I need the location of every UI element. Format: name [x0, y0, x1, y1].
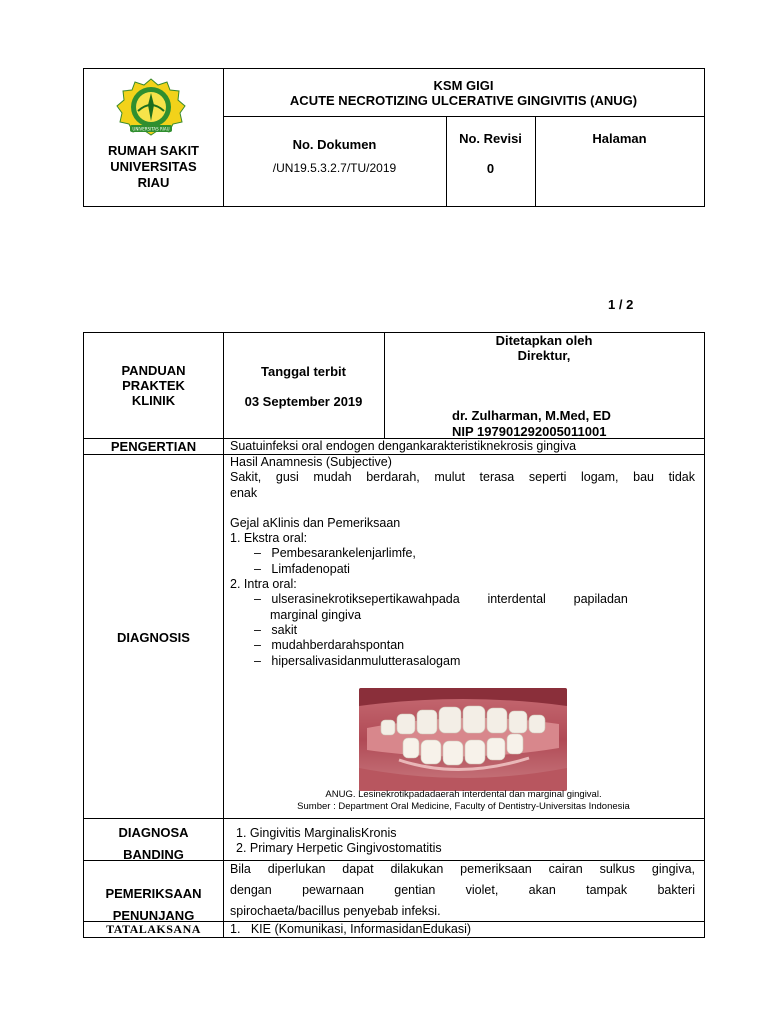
diagnosis-label: DIAGNOSIS	[117, 630, 190, 645]
anamnesis-text: enak	[230, 485, 258, 500]
list-item: 2. Primary Herpetic Gingivostomatitis	[236, 841, 442, 856]
list-item: – ulserasinekrotiksepertikawahpada interdental papiladan	[254, 592, 628, 607]
list-item: 1. Gingivitis MarginalisKronis	[236, 826, 397, 840]
guide-type: PANDUAN PRAKTEK KLINIK	[121, 363, 186, 408]
treatment-item: 1. KIE (Komunikasi, InformasidanEdukasi)	[230, 922, 472, 936]
doc-number-label: No. Dokumen	[292, 137, 377, 152]
list-item: – hipersalivasidanmulutterasalogam	[254, 653, 461, 668]
header-divider	[535, 116, 536, 206]
doc-number-value: /UN19.5.3.2.7/TU/2019	[272, 161, 397, 175]
extra-oral-title: 1. Ekstra oral:	[230, 531, 308, 546]
page-number: 1 / 2	[608, 297, 634, 312]
table-divider	[223, 333, 224, 937]
clinical-guide-table	[83, 332, 705, 938]
list-item: – Limfadenopati	[254, 561, 350, 576]
issue-date: 03 September 2019	[244, 394, 363, 409]
revision-label: No. Revisi	[459, 131, 522, 146]
document-title: ACUTE NECROTIZING ULCERATIVE GINGIVITIS (ANUG)	[289, 93, 638, 108]
issue-date-label: Tanggal terbit	[261, 364, 346, 379]
page-label: Halaman	[592, 131, 647, 146]
list-item: – mudahberdarahspontan	[254, 638, 405, 653]
supporting-exam-text: Bila diperlukan dapat dilakukan pemeriksaan cairan sulkus gingiva, dengan pewarnaan gentian violet, akan tampak bakteri spirochaeta/bacillus penyebab infeksi.	[230, 862, 695, 918]
intra-oral-title: 2. Intra oral:	[230, 577, 297, 592]
approved-by: Ditetapkan oleh Direktur,	[495, 333, 593, 363]
differential-label: DIAGNOSA BANDING	[118, 825, 189, 862]
diagnosis-content: Hasil Anamnesis (Subjective) Sakit, gusi mudah berdarah, mulut terasa seperti logam, bau tidak enak Gejal aKlinis dan Pemeriksaan 1. Ekstra oral: – Pembesarankelenjarlimfe, – Limfadenopati 2. Intra oral: – ulserasinekrotiksepertikawahpada interdental papiladan marginal gingiva – sakit – mudahberdarahspontan – hipersalivasidanmulutterasalogam	[230, 455, 695, 668]
table-divider	[84, 818, 704, 819]
photo-caption: ANUG. Lesinekrotikpadadaerah interdental dan marginal gingival.	[325, 789, 602, 800]
definition-label: PENGERTIAN	[110, 439, 197, 454]
header-divider	[223, 116, 704, 117]
definition-text: Suatuinfeksi oral endogen dengankarakteristiknekrosis gingiva	[230, 439, 577, 453]
director-nip: NIP 197901292005011001	[452, 424, 607, 439]
clinical-title: Gejal aKlinis dan Pemeriksaan	[230, 515, 401, 530]
differential-list	[236, 826, 442, 857]
photo-source: Sumber : Department Oral Medicine, Faculty of Dentistry-Universitas Indonesia	[297, 801, 630, 812]
list-item: – sakit	[254, 622, 298, 637]
gingiva-photo	[359, 688, 567, 791]
svg-text:UNIVERSITAS RIAU: UNIVERSITAS RIAU	[132, 126, 170, 132]
anamnesis-title: Hasil Anamnesis (Subjective)	[230, 455, 392, 469]
supporting-exam-label: PEMERIKSAAN PENUNJANG	[105, 886, 202, 923]
director-name: dr. Zulharman, M.Med, ED	[452, 408, 611, 423]
hospital-name: RUMAH SAKIT UNIVERSITAS RIAU	[108, 143, 199, 190]
anamnesis-text: Sakit, gusi mudah berdarah, mulut terasa seperti logam, bau tidak	[230, 470, 695, 485]
treatment-label: TATALAKSANA	[106, 922, 201, 936]
revision-value: 0	[486, 161, 495, 176]
ksm-title: KSM GIGI	[433, 78, 494, 93]
document-header-table	[83, 68, 705, 207]
list-item: – Pembesarankelenjarlimfe,	[254, 546, 416, 561]
university-logo	[114, 77, 188, 139]
